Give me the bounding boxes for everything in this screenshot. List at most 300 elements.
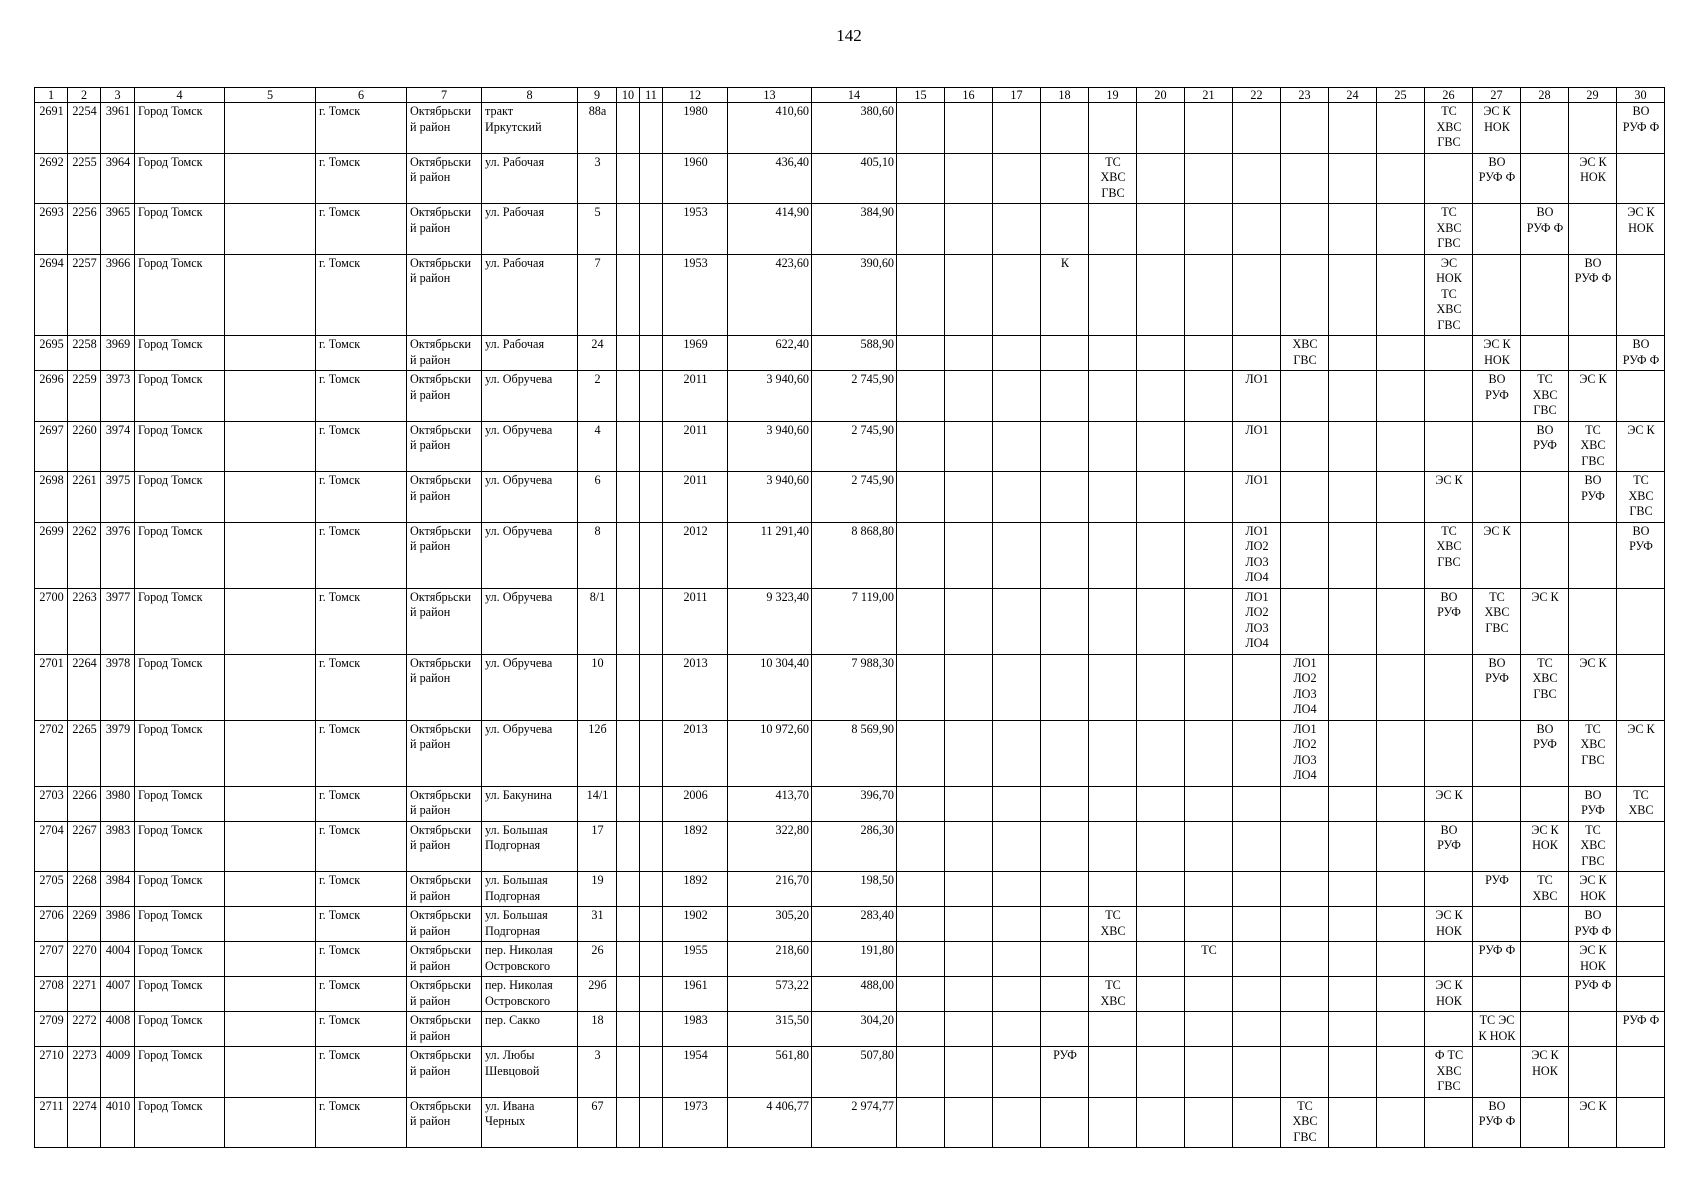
table-cell: 2703 — [35, 786, 68, 821]
table-cell — [897, 103, 945, 154]
table-cell: 7 988,30 — [812, 654, 897, 720]
table-cell: г. Томск — [316, 103, 407, 154]
table-cell: 2693 — [35, 204, 68, 255]
table-cell — [945, 254, 993, 336]
table-cell: ТС ХВС ГВС — [1425, 103, 1473, 154]
table-cell — [1329, 254, 1377, 336]
table-cell: 2012 — [663, 522, 728, 588]
table-cell — [1089, 472, 1137, 523]
header-row — [35, 88, 1665, 103]
table-cell: ул. Большая Подгорная — [482, 821, 578, 872]
table-cell: 2272 — [68, 1012, 101, 1047]
table-cell — [1137, 522, 1185, 588]
table-cell — [1041, 522, 1089, 588]
table-cell — [617, 786, 640, 821]
table-cell — [617, 153, 640, 204]
table-cell: Город Томск — [135, 654, 225, 720]
table-row — [35, 720, 1665, 786]
table-cell — [225, 204, 316, 255]
table-cell: ЭС К — [1425, 786, 1473, 821]
table-cell — [225, 1012, 316, 1047]
table-cell: Город Томск — [135, 977, 225, 1012]
table-cell: 2274 — [68, 1097, 101, 1148]
table-cell — [1329, 1047, 1377, 1098]
table-cell — [1233, 153, 1281, 204]
table-cell — [993, 254, 1041, 336]
table-cell — [1617, 371, 1665, 422]
table-cell: ВО РУФ — [1617, 522, 1665, 588]
table-cell: 283,40 — [812, 907, 897, 942]
table-cell — [1137, 720, 1185, 786]
table-cell: ВО РУФ — [1473, 654, 1521, 720]
table-cell — [1521, 977, 1569, 1012]
table-cell: ТС ХВС ГВС — [1569, 720, 1617, 786]
table-cell — [225, 336, 316, 371]
column-header: 28 — [1521, 88, 1569, 103]
table-cell — [1041, 786, 1089, 821]
table-cell: Город Томск — [135, 821, 225, 872]
table-cell — [897, 907, 945, 942]
table-cell — [993, 522, 1041, 588]
table-cell — [993, 1012, 1041, 1047]
table-cell — [617, 371, 640, 422]
table-cell: Октябрьски й район — [407, 654, 482, 720]
table-cell: 2271 — [68, 977, 101, 1012]
table-cell — [1281, 942, 1329, 977]
table-cell — [1617, 821, 1665, 872]
table-cell: 2261 — [68, 472, 101, 523]
table-cell: ВО РУФ — [1473, 371, 1521, 422]
table-cell — [993, 654, 1041, 720]
table-cell — [945, 720, 993, 786]
table-cell: 3964 — [101, 153, 135, 204]
table-cell: г. Томск — [316, 1012, 407, 1047]
table-cell — [1137, 942, 1185, 977]
table-cell: ВО РУФ — [1569, 472, 1617, 523]
table-cell: 413,70 — [728, 786, 812, 821]
table-cell — [993, 336, 1041, 371]
table-cell: Город Томск — [135, 254, 225, 336]
table-cell: ЭС К — [1521, 588, 1569, 654]
table-cell — [1233, 654, 1281, 720]
table-cell — [1185, 204, 1233, 255]
table-cell: ЭС К НОК — [1569, 872, 1617, 907]
table-cell: 2011 — [663, 588, 728, 654]
table-cell: 2691 — [35, 103, 68, 154]
column-header: 22 — [1233, 88, 1281, 103]
table-cell: 2264 — [68, 654, 101, 720]
table-cell: Город Томск — [135, 204, 225, 255]
table-cell — [1329, 103, 1377, 154]
table-cell — [1089, 1047, 1137, 1098]
table-cell — [1425, 654, 1473, 720]
table-cell: пер. Николая Островского — [482, 977, 578, 1012]
table-cell: Город Томск — [135, 103, 225, 154]
table-cell: Город Томск — [135, 336, 225, 371]
table-cell: 1955 — [663, 942, 728, 977]
table-cell: ЭС К НОК — [1425, 977, 1473, 1012]
table-cell: Город Томск — [135, 942, 225, 977]
table-cell — [617, 204, 640, 255]
table-cell — [1089, 336, 1137, 371]
table-cell — [993, 977, 1041, 1012]
table-cell — [945, 654, 993, 720]
table-cell: 8 569,90 — [812, 720, 897, 786]
table-cell: ул. Любы Шевцовой — [482, 1047, 578, 1098]
table-cell: 2258 — [68, 336, 101, 371]
table-cell — [1233, 786, 1281, 821]
table-cell: ЛО1 — [1233, 421, 1281, 472]
table-cell — [225, 371, 316, 422]
table-cell — [1041, 371, 1089, 422]
table-cell: 2705 — [35, 872, 68, 907]
table-cell: ул. Рабочая — [482, 254, 578, 336]
table-cell — [993, 872, 1041, 907]
table-cell: 315,50 — [728, 1012, 812, 1047]
table-cell — [1569, 588, 1617, 654]
table-cell — [1137, 821, 1185, 872]
table-cell — [1281, 1047, 1329, 1098]
table-cell: Октябрьски й район — [407, 1097, 482, 1148]
table-cell: 8 868,80 — [812, 522, 897, 588]
table-cell: 1892 — [663, 872, 728, 907]
table-cell — [945, 872, 993, 907]
table-cell: г. Томск — [316, 588, 407, 654]
table-cell — [993, 821, 1041, 872]
table-cell — [1185, 786, 1233, 821]
table-cell — [1137, 421, 1185, 472]
table-cell: Октябрьски й район — [407, 204, 482, 255]
table-cell — [1329, 421, 1377, 472]
table-cell — [897, 1097, 945, 1148]
table-cell: 3975 — [101, 472, 135, 523]
table-cell: 2698 — [35, 472, 68, 523]
table-cell — [1473, 204, 1521, 255]
table-cell: 3961 — [101, 103, 135, 154]
table-cell: 3 940,60 — [728, 371, 812, 422]
table-cell: г. Томск — [316, 1047, 407, 1098]
table-cell — [1089, 821, 1137, 872]
table-cell — [1233, 1012, 1281, 1047]
table-cell — [225, 588, 316, 654]
table-cell — [1521, 942, 1569, 977]
table-cell: 198,50 — [812, 872, 897, 907]
table-cell — [1137, 907, 1185, 942]
column-header: 23 — [1281, 88, 1329, 103]
table-cell: ТС ХВС — [1617, 786, 1665, 821]
table-cell: ЭС К — [1569, 654, 1617, 720]
table-cell: 3 — [578, 1047, 617, 1098]
table-cell — [617, 1012, 640, 1047]
table-cell — [640, 472, 663, 523]
table-cell — [1521, 254, 1569, 336]
table-cell: 1892 — [663, 821, 728, 872]
table-cell — [945, 336, 993, 371]
table-cell — [640, 153, 663, 204]
table-cell: 390,60 — [812, 254, 897, 336]
table-cell — [1041, 1012, 1089, 1047]
table-cell: г. Томск — [316, 786, 407, 821]
table-cell: 2710 — [35, 1047, 68, 1098]
table-cell: ВО РУФ — [1521, 421, 1569, 472]
table-cell — [640, 821, 663, 872]
table-cell: Октябрьски й район — [407, 371, 482, 422]
table-cell — [945, 472, 993, 523]
table-cell: 2709 — [35, 1012, 68, 1047]
table-cell — [1521, 907, 1569, 942]
table-cell — [1137, 1097, 1185, 1148]
table-row — [35, 153, 1665, 204]
table-cell — [1377, 421, 1425, 472]
table-cell — [1041, 1097, 1089, 1148]
table-cell: ТС ХВС — [1089, 907, 1137, 942]
table-cell — [945, 522, 993, 588]
table-cell: ЭС К — [1473, 522, 1521, 588]
table-cell — [897, 153, 945, 204]
table-cell — [1185, 522, 1233, 588]
table-cell — [617, 977, 640, 1012]
table-cell: ТС ХВС ГВС — [1425, 204, 1473, 255]
table-cell — [1617, 942, 1665, 977]
column-header: 9 — [578, 88, 617, 103]
table-cell: 2260 — [68, 421, 101, 472]
table-cell — [225, 720, 316, 786]
table-cell — [617, 1047, 640, 1098]
table-cell: 1973 — [663, 1097, 728, 1148]
column-header: 1 — [35, 88, 68, 103]
table-cell — [1089, 254, 1137, 336]
table-cell — [1377, 336, 1425, 371]
table-cell — [1425, 421, 1473, 472]
table-cell — [1185, 153, 1233, 204]
table-cell: ТС ХВС ГВС — [1521, 371, 1569, 422]
table-cell — [1089, 786, 1137, 821]
table-cell — [897, 254, 945, 336]
table-cell: ТС ХВС — [1089, 977, 1137, 1012]
table-cell: 2 745,90 — [812, 371, 897, 422]
table-cell — [1377, 204, 1425, 255]
table-cell — [1089, 371, 1137, 422]
table-cell: г. Томск — [316, 522, 407, 588]
table-cell: 2254 — [68, 103, 101, 154]
table-cell: ЭС К НОК — [1521, 821, 1569, 872]
table-cell — [945, 204, 993, 255]
table-cell: 2263 — [68, 588, 101, 654]
table-cell — [1233, 1097, 1281, 1148]
table-cell — [1377, 254, 1425, 336]
table-cell: г. Томск — [316, 1097, 407, 1148]
column-header: 14 — [812, 88, 897, 103]
table-cell: 305,20 — [728, 907, 812, 942]
table-cell — [1233, 872, 1281, 907]
table-cell: 2257 — [68, 254, 101, 336]
table-cell: РУФ Ф — [1473, 942, 1521, 977]
table-cell — [1137, 977, 1185, 1012]
table-cell — [993, 371, 1041, 422]
table-cell — [1281, 821, 1329, 872]
table-cell — [897, 720, 945, 786]
table-cell — [617, 103, 640, 154]
table-cell — [993, 907, 1041, 942]
table-cell: 2013 — [663, 720, 728, 786]
column-header: 27 — [1473, 88, 1521, 103]
table-cell — [1617, 1047, 1665, 1098]
table-cell: ЭС К — [1569, 1097, 1617, 1148]
table-cell — [1521, 1097, 1569, 1148]
table-cell: 2267 — [68, 821, 101, 872]
table-cell — [1377, 720, 1425, 786]
table-cell — [1185, 720, 1233, 786]
table-cell: 322,80 — [728, 821, 812, 872]
table-cell: 14/1 — [578, 786, 617, 821]
table-cell: 2011 — [663, 371, 728, 422]
table-cell — [1137, 371, 1185, 422]
table-cell: 1980 — [663, 103, 728, 154]
table-cell: ТС ХВС ГВС — [1521, 654, 1569, 720]
table-cell — [1089, 204, 1137, 255]
table-cell — [1185, 336, 1233, 371]
table-cell — [1569, 204, 1617, 255]
table-cell — [1377, 588, 1425, 654]
table-cell — [225, 977, 316, 1012]
table-cell: 423,60 — [728, 254, 812, 336]
table-cell — [945, 907, 993, 942]
table-cell: 4009 — [101, 1047, 135, 1098]
table-cell: 4008 — [101, 1012, 135, 1047]
table-cell — [1425, 336, 1473, 371]
table-cell — [1569, 1012, 1617, 1047]
table-cell — [1281, 907, 1329, 942]
table-cell — [1233, 942, 1281, 977]
table-cell — [1233, 1047, 1281, 1098]
table-cell: 3969 — [101, 336, 135, 371]
table-cell: РУФ Ф — [1569, 977, 1617, 1012]
table-cell — [640, 371, 663, 422]
table-cell: 8 — [578, 522, 617, 588]
table-cell — [1377, 654, 1425, 720]
table-cell: 6 — [578, 472, 617, 523]
column-header: 5 — [225, 88, 316, 103]
table-cell: 384,90 — [812, 204, 897, 255]
table-cell: 1954 — [663, 1047, 728, 1098]
table-cell — [640, 942, 663, 977]
table-cell — [1233, 720, 1281, 786]
table-cell: ул. Обручева — [482, 371, 578, 422]
table-cell: ТС ХВС ГВС — [1569, 421, 1617, 472]
table-cell: ЛО1 ЛО2 ЛО3 ЛО4 — [1233, 522, 1281, 588]
table-cell — [1185, 977, 1233, 1012]
table-cell: 3973 — [101, 371, 135, 422]
table-cell: 3976 — [101, 522, 135, 588]
table-cell: 5 — [578, 204, 617, 255]
table-cell: 191,80 — [812, 942, 897, 977]
table-cell: 24 — [578, 336, 617, 371]
table-cell — [1185, 1097, 1233, 1148]
table-cell — [1185, 588, 1233, 654]
table-cell — [1377, 786, 1425, 821]
table-cell — [617, 254, 640, 336]
table-cell — [640, 872, 663, 907]
table-cell: Октябрьски й район — [407, 872, 482, 907]
table-cell: г. Томск — [316, 977, 407, 1012]
table-cell: ВО РУФ — [1569, 786, 1617, 821]
table-cell: г. Томск — [316, 421, 407, 472]
table-cell — [993, 421, 1041, 472]
table-cell: 2696 — [35, 371, 68, 422]
table-cell — [617, 421, 640, 472]
column-header: 7 — [407, 88, 482, 103]
table-cell — [225, 1097, 316, 1148]
table-cell — [640, 588, 663, 654]
table-cell — [225, 421, 316, 472]
table-cell — [1137, 872, 1185, 907]
table-cell — [1185, 654, 1233, 720]
table-cell — [640, 720, 663, 786]
table-cell — [993, 204, 1041, 255]
table-cell: тракт Иркутский — [482, 103, 578, 154]
table-cell — [1281, 371, 1329, 422]
table-cell: 2700 — [35, 588, 68, 654]
table-cell — [617, 942, 640, 977]
table-row — [35, 1012, 1665, 1047]
table-cell — [1137, 336, 1185, 371]
column-header: 4 — [135, 88, 225, 103]
table-cell — [1473, 1047, 1521, 1098]
table-cell: 622,40 — [728, 336, 812, 371]
table-cell: 2707 — [35, 942, 68, 977]
table-cell — [1089, 654, 1137, 720]
table-cell — [1377, 942, 1425, 977]
page-number: 142 — [836, 26, 862, 45]
table-cell: ВО РУФ Ф — [1569, 907, 1617, 942]
table-cell: Ф ТС ХВС ГВС — [1425, 1047, 1473, 1098]
table-cell: Город Томск — [135, 720, 225, 786]
table-cell: Город Томск — [135, 1097, 225, 1148]
table-cell: 88а — [578, 103, 617, 154]
table-cell: 2708 — [35, 977, 68, 1012]
table-cell: ТС ЭС К НОК — [1473, 1012, 1521, 1047]
table-cell: Октябрьски й район — [407, 336, 482, 371]
table-cell: г. Томск — [316, 720, 407, 786]
table-cell — [1137, 654, 1185, 720]
column-header: 25 — [1377, 88, 1425, 103]
table-cell: Октябрьски й район — [407, 472, 482, 523]
table-cell — [1041, 907, 1089, 942]
table-cell: г. Томск — [316, 336, 407, 371]
table-cell — [640, 522, 663, 588]
table-cell — [225, 153, 316, 204]
table-cell — [1137, 1012, 1185, 1047]
table-cell: Город Томск — [135, 588, 225, 654]
table-cell: 1953 — [663, 204, 728, 255]
table-cell — [1281, 204, 1329, 255]
column-header: 18 — [1041, 88, 1089, 103]
table-cell — [897, 421, 945, 472]
table-cell — [225, 821, 316, 872]
table-cell — [225, 103, 316, 154]
table-cell — [225, 872, 316, 907]
table-cell — [1377, 821, 1425, 872]
table-cell — [1089, 1012, 1137, 1047]
table-cell — [1137, 204, 1185, 255]
table-cell: ул. Обручева — [482, 522, 578, 588]
table-cell — [1473, 977, 1521, 1012]
table-cell — [225, 472, 316, 523]
table-cell: 67 — [578, 1097, 617, 1148]
table-cell: 3986 — [101, 907, 135, 942]
table-cell — [617, 336, 640, 371]
table-cell: Октябрьски й район — [407, 720, 482, 786]
